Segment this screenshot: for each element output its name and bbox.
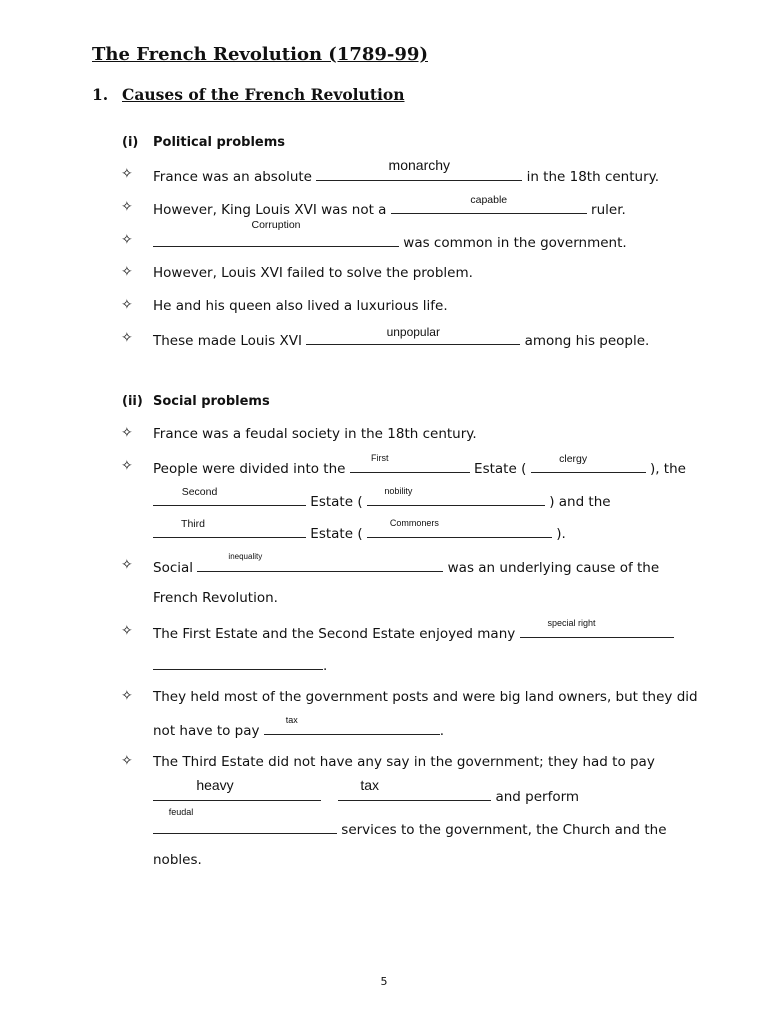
answer-text: capable [470, 194, 508, 206]
worksheet-line [153, 656, 327, 674]
line-text: ruler. [591, 202, 626, 218]
section-title: Causes of the French Revolution [122, 85, 405, 104]
answer-blank[interactable] [350, 453, 470, 473]
answer-text: tax [285, 715, 298, 725]
bullet-icon: ✧ [121, 330, 133, 346]
answer-blank[interactable] [264, 715, 440, 735]
bullet-icon: ✧ [121, 557, 133, 573]
answer-text: monarchy [388, 157, 451, 173]
answer-blank[interactable] [391, 194, 587, 214]
line-text: not have to pay [153, 723, 260, 739]
answer-blank[interactable] [153, 518, 306, 538]
bullet-icon: ✧ [121, 753, 133, 769]
line-text: was common in the government. [403, 235, 627, 251]
line-text: Social [153, 560, 194, 576]
line-text: The Third Estate did not have any say in the government; they had to pay [153, 754, 655, 770]
line-text: . [439, 723, 445, 739]
line-text: Estate ( [310, 526, 363, 542]
worksheet-line [153, 194, 626, 218]
line-text: French Revolution. [153, 590, 278, 606]
line-text: However, King Louis XVI was not a [153, 202, 387, 218]
bullet-icon: ✧ [121, 232, 133, 248]
subsection-number-political: (i) [122, 135, 139, 150]
answer-text: feudal [168, 807, 194, 817]
worksheet-line [153, 325, 650, 349]
page-number: 5 [380, 975, 388, 988]
answer-blank[interactable] [316, 157, 522, 181]
worksheet-line [153, 715, 445, 739]
line-text: The First Estate and the Second Estate enjoyed many [153, 626, 516, 642]
answer-blank[interactable] [153, 486, 306, 506]
line-text: services to the government, the Church and the [341, 822, 667, 838]
worksheet-line [153, 807, 667, 838]
answer-blank[interactable] [520, 618, 674, 638]
worksheet-line [153, 518, 566, 542]
worksheet-line [153, 219, 627, 251]
bullet-icon: ✧ [121, 425, 133, 441]
line-text: He and his queen also lived a luxurious life. [153, 298, 448, 314]
answer-blank[interactable] [367, 486, 545, 506]
page-title: The French Revolution (1789-99) [92, 44, 428, 65]
line-text: nobles. [153, 852, 202, 868]
answer-text: Second [181, 486, 218, 498]
bullet-icon: ✧ [121, 166, 133, 182]
answer-text: Third [181, 518, 205, 530]
answer-text: special right [547, 618, 596, 628]
line-text: However, Louis XVI failed to solve the problem. [153, 265, 473, 281]
answer-text: heavy [196, 777, 234, 793]
line-text: ), the [649, 461, 686, 477]
bullet-icon: ✧ [121, 688, 133, 704]
worksheet-line [153, 453, 686, 477]
line-text: Estate ( [310, 494, 363, 510]
answer-text: clergy [559, 453, 588, 465]
answer-blank[interactable] [153, 656, 323, 670]
worksheet-line [153, 618, 674, 642]
line-text: They held most of the government posts and were big land owners, but they did [153, 689, 698, 705]
line-text: These made Louis XVI [153, 333, 302, 349]
answer-text: Corruption [251, 219, 301, 231]
bullet-icon: ✧ [121, 264, 133, 280]
answer-text: inequality [228, 552, 263, 561]
answer-text: tax [360, 777, 380, 793]
answer-blank[interactable] [306, 325, 520, 345]
line-text: Estate ( [474, 461, 527, 477]
section-number: 1. [92, 85, 109, 104]
line-text: ). [556, 526, 566, 542]
subsection-heading-social: Social problems [153, 394, 270, 409]
answer-blank[interactable] [367, 518, 552, 538]
worksheet-line [153, 486, 611, 510]
answer-blank[interactable] [153, 807, 337, 834]
bullet-icon: ✧ [121, 458, 133, 474]
line-text: ) and the [549, 494, 611, 510]
bullet-icon: ✧ [121, 297, 133, 313]
answer-blank[interactable] [338, 777, 491, 801]
line-text: France was an absolute [153, 169, 312, 185]
worksheet-line [153, 777, 580, 805]
line-text: People were divided into the [153, 461, 346, 477]
line-text: . [323, 658, 328, 674]
line-text: and perform [495, 789, 580, 805]
answer-blank[interactable] [153, 219, 399, 247]
answer-blank[interactable] [531, 453, 646, 473]
line-text: in the 18th century. [526, 169, 659, 185]
line-text: was an underlying cause of the [447, 560, 660, 576]
worksheet-line [153, 157, 659, 185]
answer-text: First [371, 453, 389, 463]
worksheet-line [153, 552, 660, 576]
subsection-heading-political: Political problems [153, 135, 286, 150]
bullet-icon: ✧ [121, 623, 133, 639]
subsection-number-social: (ii) [122, 394, 143, 409]
answer-blank[interactable] [197, 552, 443, 572]
line-text: among his people. [524, 333, 650, 349]
answer-blank[interactable] [153, 777, 321, 801]
bullet-icon: ✧ [121, 199, 133, 215]
answer-text: unpopular [386, 325, 440, 339]
line-text: France was a feudal society in the 18th century. [153, 426, 477, 442]
answer-text: nobility [384, 486, 413, 496]
answer-text: Commoners [389, 518, 439, 528]
